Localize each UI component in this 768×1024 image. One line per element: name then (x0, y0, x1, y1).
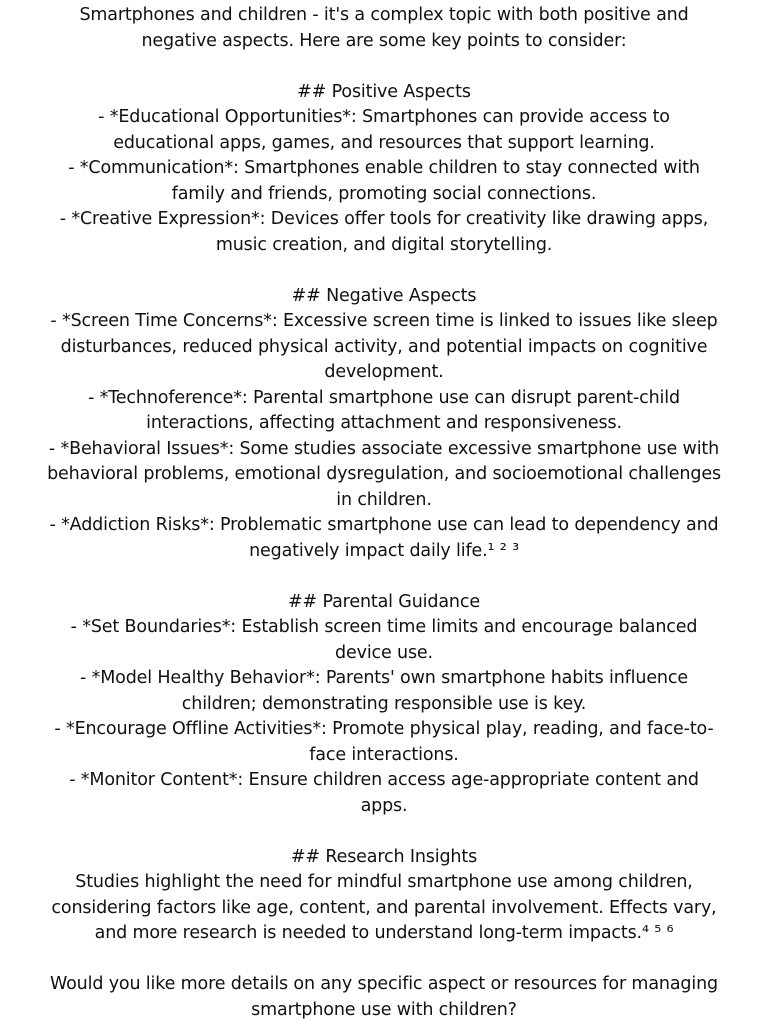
research-line: Studies highlight the need for mindful smartphone use among children, (75, 872, 693, 892)
list-item-line: - *Educational Opportunities*: Smartphones can provide access to (98, 107, 670, 127)
list-item-line: development. (324, 362, 444, 382)
list-item-line: apps. (360, 795, 408, 816)
list-item-line: - *Model Healthy Behavior*: Parents' own smartphone habits influence (80, 668, 688, 688)
section-heading-positive: ## Positive Aspects (297, 81, 471, 102)
list-item-line: - *Encourage Offline Activities*: Promote physical play, reading, and face-to- (54, 719, 714, 739)
intro-paragraph (0, 3, 768, 54)
research-line: considering factors like age, content, and parental involvement. Effects vary, (51, 897, 717, 918)
list-item-line: interactions, affecting attachment and responsiveness. (146, 413, 622, 433)
list-item-line: - *Monitor Content*: Ensure children access age-appropriate content and (69, 770, 699, 790)
list-item-line: educational apps, games, and resources that support learning. (113, 132, 655, 153)
closing-line: smartphone use with children? (251, 999, 517, 1020)
list-item-line: - *Addiction Risks*: Problematic smartphone use can lead to dependency and (49, 515, 719, 535)
closing-paragraph (0, 972, 768, 1023)
list-item-line: - *Set Boundaries*: Establish screen time limits and encourage balanced (70, 617, 698, 637)
section-heading-research: ## Research Insights (290, 846, 478, 867)
positive-section (0, 80, 768, 259)
spacer (0, 54, 768, 80)
guidance-section (0, 590, 768, 820)
list-item-line: face interactions. (309, 744, 459, 765)
research-line: and more research is needed to understand long-term impacts.⁴ ⁵ ⁶ (94, 923, 674, 943)
list-item-line: in children. (336, 489, 432, 510)
list-item-line: disturbances, reduced physical activity, and potential impacts on cognitive (60, 336, 708, 357)
research-section (0, 845, 768, 947)
list-item-line: - *Creative Expression*: Devices offer tools for creativity like drawing apps, (59, 209, 709, 229)
section-heading-negative: ## Negative Aspects (291, 285, 477, 306)
list-item-line: - *Behavioral Issues*: Some studies associate excessive smartphone use with (48, 438, 720, 459)
spacer (0, 258, 768, 284)
list-item-line: negatively impact daily life.¹ ² ³ (249, 540, 519, 561)
list-item-line: device use. (335, 642, 433, 663)
spacer (0, 819, 768, 845)
list-item-line: behavioral problems, emotional dysregulation, and socioemotional challenges (47, 464, 721, 484)
list-item-line: music creation, and digital storytelling. (215, 234, 553, 255)
list-item-line: family and friends, promoting social connections. (171, 183, 597, 204)
spacer (0, 947, 768, 973)
spacer (0, 564, 768, 590)
intro-line: negative aspects. Here are some key points to consider: (141, 30, 627, 51)
negative-section (0, 284, 768, 565)
list-item-line: children; demonstrating responsible use is key. (181, 693, 587, 714)
section-heading-guidance: ## Parental Guidance (288, 591, 480, 612)
list-item-line: - *Screen Time Concerns*: Excessive screen time is linked to issues like sleep (50, 311, 718, 331)
intro-line: Smartphones and children - it's a complex topic with both positive and (79, 5, 689, 25)
closing-line: Would you like more details on any specific aspect or resources for managing (49, 974, 718, 994)
list-item-line: - *Communication*: Smartphones enable children to stay connected with (68, 158, 700, 178)
list-item-line: - *Technoference*: Parental smartphone use can disrupt parent-child (88, 387, 680, 408)
